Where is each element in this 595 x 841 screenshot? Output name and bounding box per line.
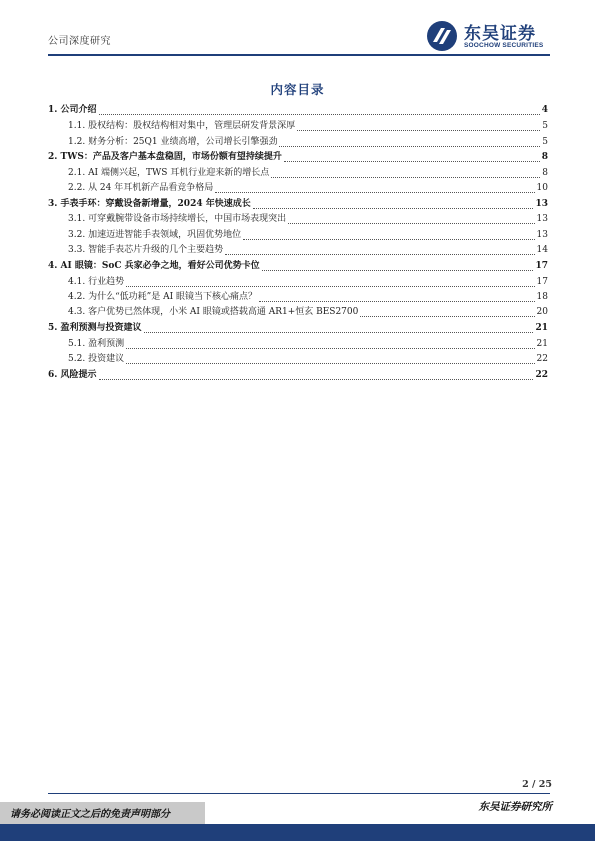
toc-entry-page: 8 (541, 152, 548, 162)
toc-entry[interactable] (48, 368, 548, 383)
toc-entry-number: 3.2. (68, 230, 86, 240)
toc-leader-dots (262, 270, 534, 271)
toc-entry-title: 盈利预测与投资建议 (60, 323, 142, 333)
logo-text-en: SOOCHOW SECURITIES (464, 42, 544, 49)
toc-entry-page: 13 (535, 199, 548, 209)
toc-leader-dots (271, 177, 540, 178)
toc-entry-number: 1.1. (68, 121, 86, 131)
toc-entry-page: 21 (535, 323, 548, 333)
toc-leader-dots (297, 130, 540, 131)
toc-entry-number: 1. (48, 105, 58, 115)
toc-leader-dots (126, 363, 534, 364)
toc-entry-title: TWS：产品及客户基本盘稳固，市场份额有望持续提升 (60, 152, 282, 162)
toc-entry-page: 14 (536, 245, 548, 255)
footer-brand-bar (0, 824, 595, 841)
toc-title: 内容目录 (270, 82, 325, 97)
page-number: 2 / 25 (522, 779, 552, 790)
toc-entry-page: 4 (541, 105, 548, 115)
toc-entry-number: 4.3. (68, 307, 86, 317)
logo-text-cn: 东吴证券 (464, 24, 536, 44)
toc-entry-page: 13 (536, 214, 548, 224)
toc-entry-number: 5.1. (68, 339, 86, 349)
toc-entry-title: 股权结构：股权结构相对集中，管理层研发背景深厚 (88, 121, 296, 131)
toc-entry[interactable] (68, 135, 548, 150)
toc-leader-dots (259, 301, 535, 302)
toc-entry-number: 4.1. (68, 277, 86, 287)
toc-leader-dots (225, 254, 534, 255)
toc-entry-title: 从 24 年耳机新产品看竞争格局 (88, 183, 214, 193)
toc-entry-page: 21 (536, 339, 548, 349)
disclaimer-band (0, 802, 205, 824)
toc-leader-dots (288, 223, 534, 224)
toc-entry-page: 18 (536, 292, 548, 302)
toc-entry-number: 3.1. (68, 214, 86, 224)
toc-leader-dots (215, 192, 534, 193)
toc-leader-dots (253, 208, 534, 209)
toc-entry-title: 智能手表芯片升级的几个主要趋势 (88, 245, 224, 255)
toc-entry[interactable] (48, 321, 548, 336)
toc-entry-number: 5. (48, 323, 58, 333)
disclaimer-text: 请务必阅读正文之后的免责声明部分 (10, 809, 170, 820)
toc-entry-number: 4. (48, 261, 58, 271)
toc-entry-title: 风险提示 (60, 370, 97, 380)
header-rule (48, 54, 550, 56)
toc-entry-title: 为什么“低功耗”是 AI 眼镜当下核心痛点？ (88, 292, 258, 302)
toc-entry-title: 盈利预测 (88, 339, 125, 349)
toc-entry-title: 投资建议 (88, 354, 125, 364)
toc-entry-title: 客户优势已然体现，小米 AI 眼镜或搭载高通 AR1+恒玄 BES2700 (88, 307, 359, 317)
toc-entry-page: 22 (535, 370, 548, 380)
toc-entry[interactable] (48, 150, 548, 165)
toc-entry[interactable] (68, 228, 548, 243)
toc-entry-number: 6. (48, 370, 58, 380)
footer-rule (48, 793, 550, 794)
toc-leader-dots (126, 348, 534, 349)
toc-entry-title: 可穿戴腕带设备市场持续增长，中国市场表现突出 (88, 214, 287, 224)
toc-leader-dots (279, 146, 540, 147)
toc-entry-number: 4.2. (68, 292, 86, 302)
toc-entry-number: 1.2. (68, 137, 86, 147)
toc-entry[interactable] (48, 197, 548, 212)
toc-entry[interactable] (68, 181, 548, 196)
toc-entry-number: 2.2. (68, 183, 86, 193)
toc-entry-title: 行业趋势 (88, 277, 125, 287)
toc-leader-dots (99, 114, 540, 115)
toc-entry[interactable] (68, 275, 548, 290)
toc-entry-page: 8 (542, 168, 548, 178)
toc-entry-title: 公司介绍 (60, 105, 97, 115)
toc-entry-title: 加速迈进智能手表领域，巩固优势地位 (88, 230, 242, 240)
toc-entry[interactable] (68, 166, 548, 181)
toc-entry[interactable] (68, 119, 548, 134)
toc-entry-title: 手表手环：穿戴设备新增量，2024 年快速成长 (60, 199, 251, 209)
toc-entry-page: 17 (536, 277, 548, 287)
toc-entry-number: 2. (48, 152, 58, 162)
toc-entry-number: 5.2. (68, 354, 86, 364)
toc-entry[interactable] (68, 305, 548, 320)
toc-entry-page: 10 (536, 183, 548, 193)
toc-entry-page: 20 (536, 307, 548, 317)
toc-entry[interactable] (68, 243, 548, 258)
toc-entry-number: 3. (48, 199, 58, 209)
toc-entry[interactable] (68, 337, 548, 352)
toc-entry-page: 5 (542, 137, 548, 147)
soochow-logo-icon (426, 20, 458, 52)
toc-entry[interactable] (68, 352, 548, 367)
toc-leader-dots (126, 286, 534, 287)
toc-leader-dots (99, 379, 534, 380)
toc-entry-number: 2.1. (68, 168, 86, 178)
toc-entry-page: 5 (542, 121, 548, 131)
toc-entry[interactable] (48, 103, 548, 118)
toc-entry-title: AI 端侧兴起，TWS 耳机行业迎来新的增长点 (88, 168, 270, 178)
report-type-label: 公司深度研究 (48, 36, 111, 47)
toc-leader-dots (243, 239, 534, 240)
toc-entry-page: 13 (536, 230, 548, 240)
footer-institute: 东吴证券研究所 (478, 801, 552, 813)
toc-entry-number: 3.3. (68, 245, 86, 255)
toc-leader-dots (284, 161, 540, 162)
toc-entry-title: AI 眼镜：SoC 兵家必争之地，看好公司优势卡位 (60, 261, 260, 271)
toc-entry[interactable] (68, 290, 548, 305)
toc-entry[interactable] (68, 212, 548, 227)
toc-entry-page: 17 (535, 261, 548, 271)
toc-entry-page: 22 (536, 354, 548, 364)
toc-leader-dots (360, 316, 534, 317)
toc-entry[interactable] (48, 259, 548, 274)
toc-entry-title: 财务分析：25Q1 业绩高增，公司增长引擎强劲 (88, 137, 278, 147)
company-logo (426, 18, 554, 54)
toc-leader-dots (144, 332, 534, 333)
